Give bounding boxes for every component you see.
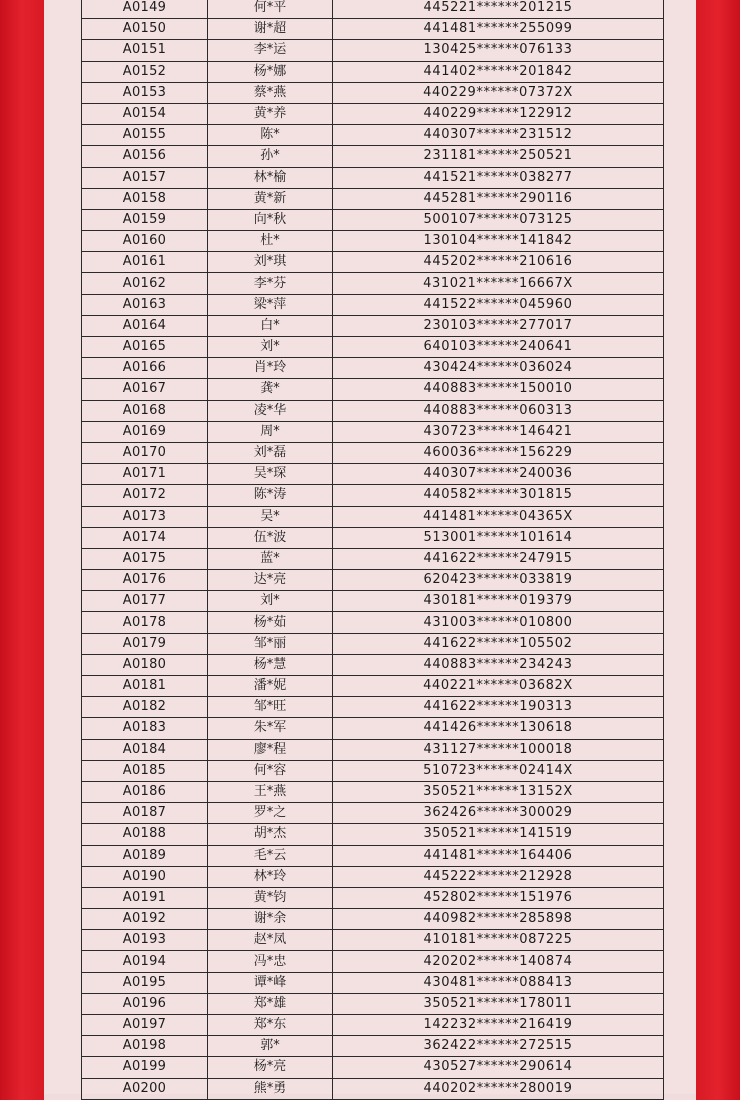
table-row: [82, 209, 664, 230]
applicant-id-cell: A0167: [82, 379, 208, 400]
applicant-id-cell: A0155: [82, 125, 208, 146]
applicant-name-cell: 杨*茹: [208, 612, 333, 633]
applicant-id-cell: A0153: [82, 82, 208, 103]
table-row: [82, 845, 664, 866]
id-card-number-cell: 430424******036024: [333, 358, 664, 379]
table-row: [82, 252, 664, 273]
id-card-number-cell: 410181******087225: [333, 930, 664, 951]
id-card-number-cell: 620423******033819: [333, 570, 664, 591]
applicant-name-cell: 廖*程: [208, 739, 333, 760]
table-row: [82, 273, 664, 294]
id-card-number-cell: 445222******212928: [333, 866, 664, 887]
id-card-number-cell: 142232******216419: [333, 1015, 664, 1036]
applicant-id-cell: A0186: [82, 781, 208, 802]
applicant-id-cell: A0177: [82, 591, 208, 612]
table-row: [82, 442, 664, 463]
id-card-number-cell: 130104******141842: [333, 231, 664, 252]
applicant-name-cell: 王*燕: [208, 781, 333, 802]
applicant-name-cell: 肖*玲: [208, 358, 333, 379]
id-card-number-cell: 441622******247915: [333, 548, 664, 569]
applicant-id-cell: A0197: [82, 1015, 208, 1036]
id-card-number-cell: 513001******101614: [333, 527, 664, 548]
table-row: [82, 760, 664, 781]
id-card-number-cell: 445281******290116: [333, 188, 664, 209]
applicant-id-cell: A0152: [82, 61, 208, 82]
table-row: [82, 125, 664, 146]
table-row: [82, 146, 664, 167]
applicant-id-cell: A0195: [82, 972, 208, 993]
applicant-name-cell: 李*芬: [208, 273, 333, 294]
table-row: [82, 718, 664, 739]
applicant-name-cell: 何*平: [208, 0, 333, 19]
applicant-name-cell: 达*亮: [208, 570, 333, 591]
id-card-number-cell: 362426******300029: [333, 803, 664, 824]
table-row: [82, 337, 664, 358]
id-card-number-cell: 431127******100018: [333, 739, 664, 760]
applicant-id-cell: A0192: [82, 909, 208, 930]
id-card-number-cell: 440307******231512: [333, 125, 664, 146]
applicant-id-cell: A0194: [82, 951, 208, 972]
table-row: [82, 676, 664, 697]
applicant-id-cell: A0182: [82, 697, 208, 718]
applicant-id-cell: A0171: [82, 464, 208, 485]
table-row: [82, 294, 664, 315]
applicant-name-cell: 郑*雄: [208, 993, 333, 1014]
id-card-number-cell: 460036******156229: [333, 442, 664, 463]
id-card-number-cell: 440221******03682X: [333, 676, 664, 697]
table-row: [82, 548, 664, 569]
table-row: [82, 951, 664, 972]
applicant-id-cell: A0150: [82, 19, 208, 40]
id-card-number-cell: 130425******076133: [333, 40, 664, 61]
applicant-name-cell: 谢*超: [208, 19, 333, 40]
applicant-id-cell: A0168: [82, 400, 208, 421]
applicant-name-cell: 陈*: [208, 125, 333, 146]
table-row: [82, 591, 664, 612]
id-card-number-cell: 440883******150010: [333, 379, 664, 400]
applicant-id-cell: A0184: [82, 739, 208, 760]
id-card-number-cell: 430181******019379: [333, 591, 664, 612]
applicant-name-cell: 谢*余: [208, 909, 333, 930]
applicant-id-cell: A0151: [82, 40, 208, 61]
applicant-id-cell: A0190: [82, 866, 208, 887]
roster-table-body: [82, 0, 664, 1099]
applicant-id-cell: A0175: [82, 548, 208, 569]
id-card-number-cell: 440582******301815: [333, 485, 664, 506]
id-card-number-cell: 441481******164406: [333, 845, 664, 866]
applicant-name-cell: 黄*钧: [208, 887, 333, 908]
table-row: [82, 379, 664, 400]
applicant-name-cell: 刘*: [208, 337, 333, 358]
applicant-name-cell: 谭*峰: [208, 972, 333, 993]
applicant-name-cell: 梁*萍: [208, 294, 333, 315]
applicant-name-cell: 林*榆: [208, 167, 333, 188]
id-card-number-cell: 452802******151976: [333, 887, 664, 908]
applicant-id-cell: A0193: [82, 930, 208, 951]
table-row: [82, 930, 664, 951]
id-card-number-cell: 440307******240036: [333, 464, 664, 485]
applicant-name-cell: 刘*: [208, 591, 333, 612]
applicant-id-cell: A0178: [82, 612, 208, 633]
table-row: [82, 739, 664, 760]
table-row: [82, 824, 664, 845]
applicant-name-cell: 赵*凤: [208, 930, 333, 951]
applicant-id-cell: A0172: [82, 485, 208, 506]
applicant-id-cell: A0188: [82, 824, 208, 845]
applicant-id-cell: A0191: [82, 887, 208, 908]
table-row: [82, 358, 664, 379]
applicant-id-cell: A0166: [82, 358, 208, 379]
id-card-number-cell: 430481******088413: [333, 972, 664, 993]
table-row: [82, 40, 664, 61]
table-row: [82, 61, 664, 82]
id-card-number-cell: 350521******13152X: [333, 781, 664, 802]
table-row: [82, 909, 664, 930]
applicant-name-cell: 邹*丽: [208, 633, 333, 654]
id-card-number-cell: 640103******240641: [333, 337, 664, 358]
applicant-name-cell: 邹*旺: [208, 697, 333, 718]
applicant-id-cell: A0156: [82, 146, 208, 167]
table-row: [82, 803, 664, 824]
table-row: [82, 1057, 664, 1078]
table-row: [82, 633, 664, 654]
table-row: [82, 527, 664, 548]
applicant-id-cell: A0164: [82, 315, 208, 336]
table-row: [82, 1015, 664, 1036]
id-card-number-cell: 362422******272515: [333, 1036, 664, 1057]
applicant-id-cell: A0162: [82, 273, 208, 294]
applicant-id-cell: A0161: [82, 252, 208, 273]
id-card-number-cell: 230103******277017: [333, 315, 664, 336]
id-card-number-cell: 441402******201842: [333, 61, 664, 82]
applicant-name-cell: 蓝*: [208, 548, 333, 569]
table-row: [82, 103, 664, 124]
id-card-number-cell: 441622******190313: [333, 697, 664, 718]
applicant-name-cell: 杨*慧: [208, 654, 333, 675]
applicant-name-cell: 何*容: [208, 760, 333, 781]
roster-table: [81, 0, 664, 1100]
id-card-number-cell: 430527******290614: [333, 1057, 664, 1078]
id-card-number-cell: 440982******285898: [333, 909, 664, 930]
applicant-name-cell: 郭*: [208, 1036, 333, 1057]
applicant-id-cell: A0176: [82, 570, 208, 591]
applicant-name-cell: 毛*云: [208, 845, 333, 866]
id-card-number-cell: 441521******038277: [333, 167, 664, 188]
applicant-id-cell: A0183: [82, 718, 208, 739]
table-row: [82, 82, 664, 103]
id-card-number-cell: 441426******130618: [333, 718, 664, 739]
applicant-name-cell: 潘*妮: [208, 676, 333, 697]
table-row: [82, 231, 664, 252]
applicant-name-cell: 伍*波: [208, 527, 333, 548]
id-card-number-cell: 431021******16667X: [333, 273, 664, 294]
table-row: [82, 485, 664, 506]
applicant-id-cell: A0160: [82, 231, 208, 252]
table-row: [82, 167, 664, 188]
id-card-number-cell: 441481******04365X: [333, 506, 664, 527]
applicant-id-cell: A0198: [82, 1036, 208, 1057]
applicant-name-cell: 罗*之: [208, 803, 333, 824]
id-card-number-cell: 440229******07372X: [333, 82, 664, 103]
applicant-id-cell: A0189: [82, 845, 208, 866]
applicant-id-cell: A0159: [82, 209, 208, 230]
id-card-number-cell: 430723******146421: [333, 421, 664, 442]
id-card-number-cell: 500107******073125: [333, 209, 664, 230]
applicant-id-cell: A0180: [82, 654, 208, 675]
table-row: [82, 866, 664, 887]
id-card-number-cell: 350521******178011: [333, 993, 664, 1014]
applicant-name-cell: 郑*东: [208, 1015, 333, 1036]
applicant-id-cell: A0185: [82, 760, 208, 781]
applicant-name-cell: 杜*: [208, 231, 333, 252]
applicant-name-cell: 林*玲: [208, 866, 333, 887]
table-row: [82, 19, 664, 40]
table-row: [82, 421, 664, 442]
table-row: [82, 188, 664, 209]
applicant-id-cell: A0169: [82, 421, 208, 442]
applicant-id-cell: A0179: [82, 633, 208, 654]
table-row: [82, 1078, 664, 1099]
table-row: [82, 612, 664, 633]
id-card-number-cell: 440883******234243: [333, 654, 664, 675]
applicant-id-cell: A0187: [82, 803, 208, 824]
applicant-id-cell: A0163: [82, 294, 208, 315]
id-card-number-cell: 510723******02414X: [333, 760, 664, 781]
applicant-name-cell: 熊*勇: [208, 1078, 333, 1099]
applicant-id-cell: A0181: [82, 676, 208, 697]
applicant-name-cell: 黄*新: [208, 188, 333, 209]
applicant-id-cell: A0170: [82, 442, 208, 463]
applicant-name-cell: 蔡*燕: [208, 82, 333, 103]
table-row: [82, 506, 664, 527]
applicant-id-cell: A0154: [82, 103, 208, 124]
applicant-name-cell: 孙*: [208, 146, 333, 167]
applicant-name-cell: 刘*琪: [208, 252, 333, 273]
applicant-name-cell: 朱*军: [208, 718, 333, 739]
applicant-name-cell: 龚*: [208, 379, 333, 400]
applicant-id-cell: A0158: [82, 188, 208, 209]
table-row: [82, 315, 664, 336]
id-card-number-cell: 350521******141519: [333, 824, 664, 845]
id-card-number-cell: 420202******140874: [333, 951, 664, 972]
id-card-number-cell: 441622******105502: [333, 633, 664, 654]
id-card-number-cell: 231181******250521: [333, 146, 664, 167]
applicant-id-cell: A0196: [82, 993, 208, 1014]
id-card-number-cell: 441481******255099: [333, 19, 664, 40]
applicant-name-cell: 白*: [208, 315, 333, 336]
applicant-name-cell: 黄*养: [208, 103, 333, 124]
applicant-name-cell: 胡*杰: [208, 824, 333, 845]
applicant-name-cell: 吴*: [208, 506, 333, 527]
table-row: [82, 400, 664, 421]
applicant-id-cell: A0200: [82, 1078, 208, 1099]
applicant-name-cell: 周*: [208, 421, 333, 442]
applicant-name-cell: 陈*涛: [208, 485, 333, 506]
table-row: [82, 972, 664, 993]
table-row: [82, 570, 664, 591]
applicant-id-cell: A0174: [82, 527, 208, 548]
table-row: [82, 887, 664, 908]
table-row: [82, 697, 664, 718]
table-row: [82, 464, 664, 485]
id-card-number-cell: 445202******210616: [333, 252, 664, 273]
applicant-name-cell: 冯*忠: [208, 951, 333, 972]
id-card-number-cell: 440883******060313: [333, 400, 664, 421]
table-row: [82, 993, 664, 1014]
applicant-name-cell: 向*秋: [208, 209, 333, 230]
id-card-number-cell: 440229******122912: [333, 103, 664, 124]
applicant-name-cell: 刘*磊: [208, 442, 333, 463]
applicant-name-cell: 杨*娜: [208, 61, 333, 82]
applicant-id-cell: A0149: [82, 0, 208, 19]
table-row: [82, 781, 664, 802]
applicant-name-cell: 凌*华: [208, 400, 333, 421]
applicant-name-cell: 杨*亮: [208, 1057, 333, 1078]
applicant-name-cell: 吴*琛: [208, 464, 333, 485]
applicant-id-cell: A0165: [82, 337, 208, 358]
table-row: [82, 0, 664, 19]
applicant-name-cell: 李*运: [208, 40, 333, 61]
id-card-number-cell: 445221******201215: [333, 0, 664, 19]
id-card-number-cell: 431003******010800: [333, 612, 664, 633]
table-row: [82, 654, 664, 675]
id-card-number-cell: 440202******280019: [333, 1078, 664, 1099]
applicant-id-cell: A0157: [82, 167, 208, 188]
applicant-id-cell: A0199: [82, 1057, 208, 1078]
applicant-id-cell: A0173: [82, 506, 208, 527]
table-row: [82, 1036, 664, 1057]
id-card-number-cell: 441522******045960: [333, 294, 664, 315]
